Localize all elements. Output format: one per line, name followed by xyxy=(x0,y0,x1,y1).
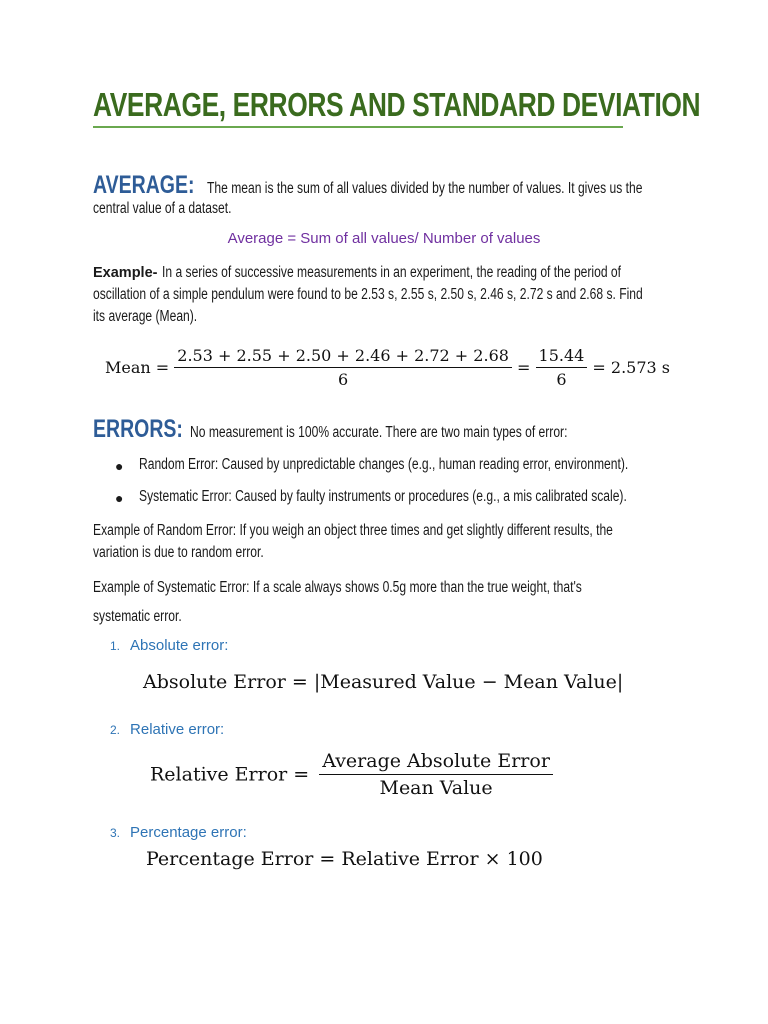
list-label: Relative error: xyxy=(130,721,225,738)
relative-error-heading xyxy=(110,721,224,738)
example-label: Example- xyxy=(93,265,158,281)
title-underline xyxy=(93,126,623,128)
average-formula: Average = Sum of all values/ Number of values xyxy=(227,230,541,247)
mean-numerator-1: 2.53 + 2.55 + 2.50 + 2.46 + 2.72 + 2.68 xyxy=(174,346,512,368)
mean-equation xyxy=(105,346,670,389)
list-number: 2. xyxy=(110,723,121,737)
percentage-error-formula: Percentage Error = Relative Error × 100 xyxy=(146,848,543,870)
list-number: 1. xyxy=(110,639,121,653)
percentage-error-heading xyxy=(110,824,247,841)
mean-equals: = xyxy=(517,358,531,377)
relative-error-formula xyxy=(150,750,553,799)
average-intro xyxy=(93,171,765,220)
example-line-1: In a series of successive measurements in an experiment, the reading of the period of xyxy=(161,264,621,281)
example-line-3: its average (Mean). xyxy=(93,308,198,325)
relative-lhs: Relative Error = xyxy=(150,763,310,786)
systematic-error-example xyxy=(93,573,720,631)
errors-heading: ERRORS: xyxy=(93,415,183,443)
absolute-error-formula: Absolute Error = |Measured Value − Mean Value| xyxy=(143,671,624,693)
mean-fraction-1 xyxy=(174,346,512,389)
systematic-example-line-2: systematic error. xyxy=(93,608,182,625)
page-title: AVERAGE, ERRORS AND STANDARD DEVIATION xyxy=(93,86,701,123)
list-number: 3. xyxy=(110,826,121,840)
absolute-error-heading xyxy=(110,637,228,654)
mean-denominator-1: 6 xyxy=(338,370,349,389)
list-label: Percentage error: xyxy=(130,824,247,841)
average-heading: AVERAGE: xyxy=(93,171,195,199)
relative-denominator: Mean Value xyxy=(379,777,493,799)
list-label: Absolute error: xyxy=(130,637,229,654)
mean-result: = 2.573 s xyxy=(592,358,671,377)
bullet-systematic-error: Systematic Error: Caused by faulty instruments or procedures (e.g., a mis calibrated scale). xyxy=(139,488,627,505)
relative-numerator: Average Absolute Error xyxy=(319,750,553,775)
random-example-line-1: Example of Random Error: If you weigh an object three times and get slightly different results, the xyxy=(93,522,613,539)
bullet-icon: ● xyxy=(115,458,124,474)
random-example-line-2: variation is due to random error. xyxy=(93,544,264,561)
bullet-random-error: Random Error: Caused by unpredictable changes (e.g., human reading error, environment). xyxy=(139,456,629,473)
errors-intro-text: No measurement is 100% accurate. There are two main types of error: xyxy=(190,424,568,441)
mean-lhs: Mean = xyxy=(105,358,170,377)
bullet-icon: ● xyxy=(115,490,124,506)
mean-denominator-2: 6 xyxy=(556,370,567,389)
mean-fraction-2 xyxy=(536,346,588,389)
errors-intro xyxy=(93,415,674,444)
example-line-2: oscillation of a simple pendulum were found to be 2.53 s, 2.55 s, 2.50 s, 2.46 s, 2.72 s and 2.68 s. Find xyxy=(93,286,643,303)
systematic-example-line-1: Example of Systematic Error: If a scale always shows 0.5g more than the true weight, that's xyxy=(93,579,582,596)
mean-numerator-2: 15.44 xyxy=(536,346,588,368)
average-intro-line-2: central value of a dataset. xyxy=(93,200,232,217)
relative-fraction xyxy=(319,750,553,799)
average-example xyxy=(93,262,768,328)
average-intro-line-1: The mean is the sum of all values divided by the number of values. It gives us the xyxy=(207,180,643,197)
random-error-example xyxy=(93,520,760,564)
